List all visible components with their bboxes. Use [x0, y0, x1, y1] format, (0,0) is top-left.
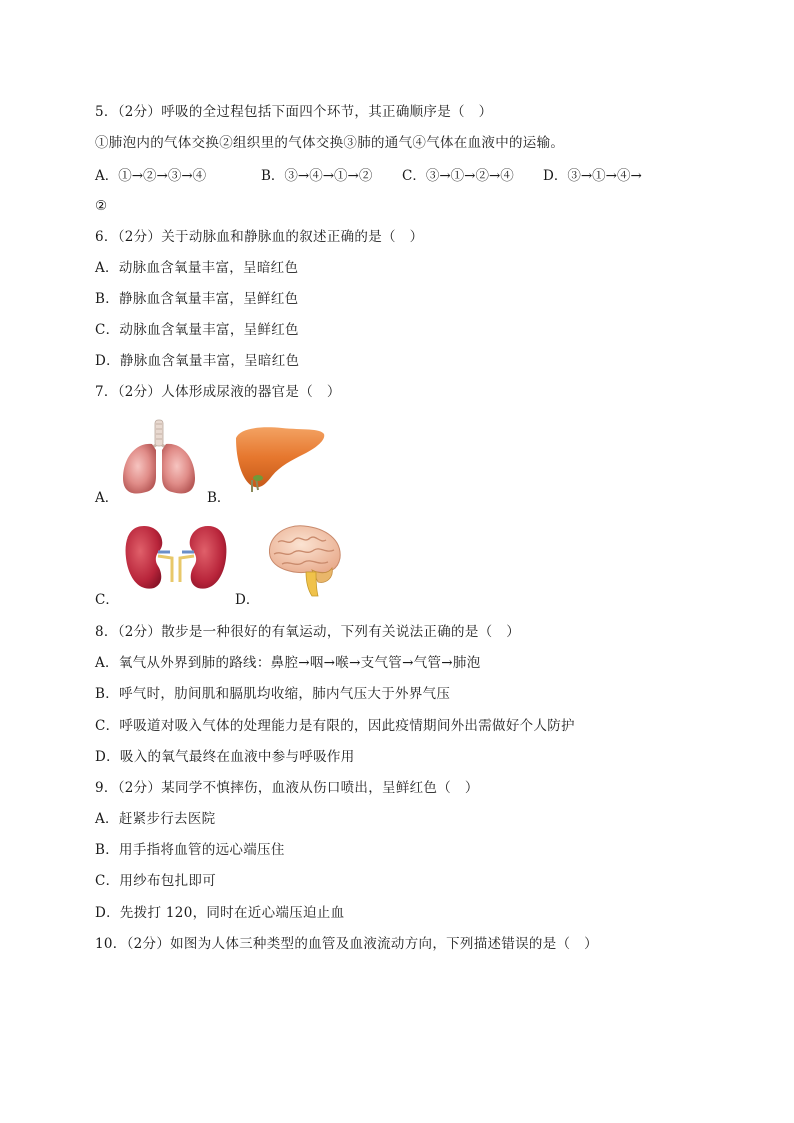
q7-option-d-label: D． [235, 592, 260, 608]
q8-option-b: B．呼气时，肋间肌和膈肌均收缩，肺内气压大于外界气压 [95, 686, 451, 702]
q5-option-a: A．①→②→③→④ [95, 168, 207, 184]
q6-option-d: D．静脉血含氧量丰富，呈暗红色 [95, 353, 300, 369]
q5-option-c: C．③→①→②→④ [402, 168, 514, 184]
q5-options [95, 164, 695, 184]
q5-stem: 5．（2分）呼吸的全过程包括下面四个环节，其正确顺序是（ ） [95, 104, 493, 120]
q7-option-b-label: B． [207, 490, 231, 506]
q8-option-a: A．氧气从外界到肺的路线：鼻腔→咽→喉→支气管→气管→肺泡 [95, 655, 481, 671]
brain-icon [262, 522, 346, 598]
q5-items: ①肺泡内的气体交换②组织里的气体交换③肺的通气④气体在血液中的运输。 [95, 135, 565, 151]
q9-option-b: B．用手指将血管的远心端压住 [95, 842, 285, 858]
q9-stem: 9．（2分）某同学不慎摔伤，血液从伤口喷出，呈鲜红色（ ） [95, 780, 479, 796]
lungs-icon [118, 418, 200, 498]
q7-option-a-label: A． [95, 490, 119, 506]
liver-icon [230, 420, 328, 498]
q8-option-c: C．呼吸道对吸入气体的处理能力是有限的，因此疫情期间外出需做好个人防护 [95, 718, 575, 734]
q7-stem: 7．（2分）人体形成尿液的器官是（ ） [95, 384, 341, 400]
q8-stem: 8．（2分）散步是一种很好的有氧运动，下列有关说法正确的是（ ） [95, 624, 521, 640]
kidneys-icon [120, 522, 232, 598]
q9-option-a: A．赶紧步行去医院 [95, 811, 216, 827]
q9-option-d: D．先拨打 120，同时在近心端压迫止血 [95, 905, 345, 921]
q5-option-d-tail: ② [95, 198, 108, 214]
q6-stem: 6．（2分）关于动脉血和静脉血的叙述正确的是（ ） [95, 229, 424, 245]
q5-option-b: B．③→④→①→② [261, 168, 373, 184]
q8-option-d: D．吸入的氧气最终在血液中参与呼吸作用 [95, 749, 355, 765]
q6-option-b: B．静脉血含氧量丰富，呈鲜红色 [95, 291, 299, 307]
q7-option-c-label: C． [95, 592, 119, 608]
q6-option-a: A．动脉血含氧量丰富，呈暗红色 [95, 260, 299, 276]
q10-stem: 10．（2分）如图为人体三种类型的血管及血液流动方向，下列描述错误的是（ ） [95, 936, 598, 952]
q5-option-d: D．③→①→④→ [543, 168, 642, 184]
q9-option-c: C．用纱布包扎即可 [95, 873, 217, 889]
q6-option-c: C．动脉血含氧量丰富，呈鲜红色 [95, 322, 299, 338]
